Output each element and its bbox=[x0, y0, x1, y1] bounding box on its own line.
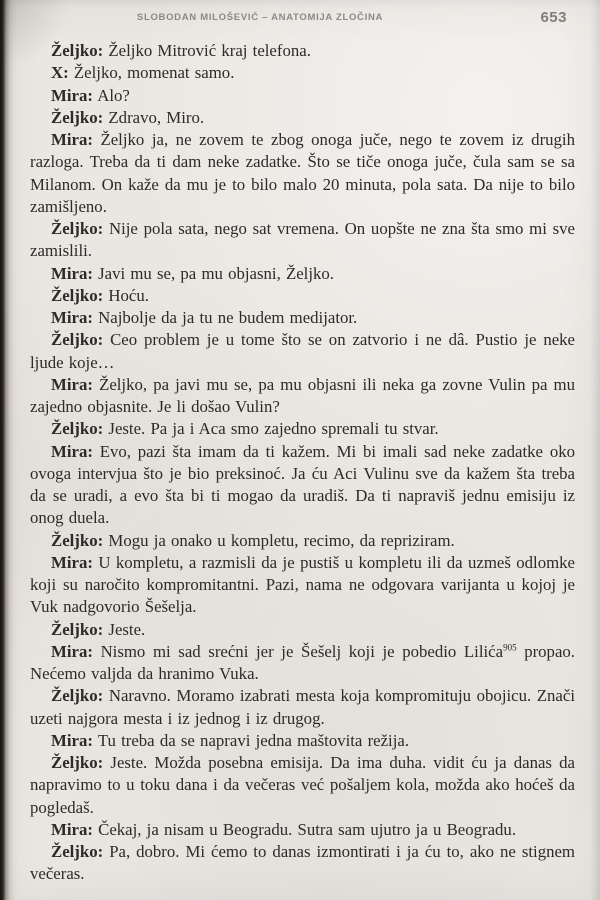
dialogue-paragraph: Željko: Naravno. Moramo izabrati mesta koja kompromituju obojicu. Znači uzeti najgora mesta i iz jednog i iz drugog. bbox=[30, 686, 575, 728]
dialogue-paragraph: Željko: Jeste. Pa ja i Aca smo zajedno spremali tu stvar. bbox=[51, 419, 439, 439]
speaker-name: Željko: bbox=[51, 219, 104, 238]
speaker-name: Željko: bbox=[51, 753, 104, 772]
dialogue-paragraph: Mira: Evo, pazi šta imam da ti kažem. Mi bi imali sad neke zadatke oko ovoga intervjua što je bio preksinoć. Ja ću Aci Vulinu sve da kažem šta treba da se uradi, a evo šta bi ti mogao da uradiš. Da ti napraviš jednu emisiju iz onog duela. bbox=[30, 441, 575, 528]
dialogue-paragraph: Željko: Pa, dobro. Mi ćemo to danas izmontirati i ja ću to, ako ne stignem večeras. bbox=[30, 842, 575, 884]
dialogue-paragraph: Mira: Javi mu se, pa mu objasni, Željko. bbox=[51, 263, 334, 283]
dialogue-paragraph: Željko: Željko Mitrović kraj telefona. bbox=[51, 41, 311, 60]
speaker-name: Željko: bbox=[51, 330, 104, 350]
speaker-name: Mira: bbox=[51, 641, 93, 661]
dialogue-paragraph: Mira: Željko, pa javi mu se, pa mu objasni ili neka ga zovne Vulin pa mu zajedno objasnite. Je li došao Vulin? bbox=[30, 374, 575, 416]
speaker-name: Mira: bbox=[51, 552, 93, 572]
speaker-name: Mira: bbox=[51, 730, 93, 750]
dialogue-paragraph: Mira: Najbolje da ja tu ne budem medijator. bbox=[51, 308, 358, 327]
dialogue-paragraph: X: Željko, momenat samo. bbox=[51, 63, 235, 83]
dialogue-paragraph: Mira: Alo? bbox=[51, 85, 130, 105]
speaker-name: Željko: bbox=[51, 285, 104, 305]
dialogue-paragraph: Željko: Mogu ja onako u kompletu, recimo, da repriziram. bbox=[51, 530, 455, 550]
speaker-name: Mira: bbox=[51, 85, 93, 105]
speaker-name: Željko: bbox=[51, 419, 104, 439]
running-header bbox=[0, 9, 600, 33]
dialogue-paragraph: Mira: Željko ja, ne zovem te zbog onoga juče, nego te zovem iz drugih razloga. Treba da ti dam neke zadatke. Što se tiče onoga juče, čula sam se sa Milanom. On kaže da mu je to bilo malo 20 minuta, pola sata. Da nije to bilo zamišljeno. bbox=[30, 130, 575, 216]
book-binding-shadow bbox=[0, 0, 18, 900]
speaker-name: Željko: bbox=[51, 530, 104, 550]
speaker-name: Željko: bbox=[51, 686, 104, 706]
dialogue-paragraph: Mira: Čekaj, ja nisam u Beogradu. Sutra sam ujutro ja u Beogradu. bbox=[51, 819, 517, 839]
dialogue-paragraph: Mira: U kompletu, a razmisli da je pustiš u kompletu ili da uzmeš odlomke koji su naročito kompromitantni. Pazi, nama ne odgovara varijanta u kojoj je Vuk nadgovorio Šešelja. bbox=[30, 552, 575, 617]
speaker-name: Mira: bbox=[51, 819, 93, 839]
dialogue-paragraph: Željko: Jeste. Možda posebna emisija. Da ima duha. vidit ću ja danas da napravimo to u toku dana i da večeras već pošaljem kola, možda ako hoćeš da pogledaš. bbox=[30, 753, 575, 817]
dialogue-paragraph: Željko: Jeste. bbox=[51, 619, 146, 639]
dialogue-transcript bbox=[30, 40, 575, 886]
speaker-name: Mira: bbox=[51, 308, 93, 327]
dialogue-paragraph: Mira: Tu treba da se napravi jedna maštovita režija. bbox=[51, 730, 410, 750]
speaker-name: Željko: bbox=[51, 619, 104, 639]
speaker-name: Mira: bbox=[51, 263, 93, 283]
running-header-title: SLOBODAN MILOŠEVIĆ – ANATOMIJA ZLOČINA bbox=[136, 12, 384, 23]
speaker-name: Željko: bbox=[51, 41, 104, 60]
dialogue-paragraph: Željko: Zdravo, Miro. bbox=[51, 107, 205, 127]
dialogue-paragraph: Željko: Nije pola sata, nego sat vremena. On uopšte ne zna šta smo mi sve zamislili. bbox=[30, 219, 575, 261]
dialogue-paragraph: Željko: Ceo problem je u tome što se on zatvorio i ne dâ. Pustio je neke ljude koje… bbox=[30, 330, 575, 372]
speaker-name: Mira: bbox=[51, 374, 93, 394]
page-number: 653 bbox=[540, 9, 567, 26]
speaker-name: Željko: bbox=[51, 107, 104, 127]
speaker-name: Željko: bbox=[51, 842, 104, 861]
speaker-name: Mira: bbox=[51, 130, 93, 149]
speaker-name: Mira: bbox=[51, 441, 93, 461]
dialogue-paragraph: Željko: Hoću. bbox=[51, 285, 149, 305]
speaker-name: X: bbox=[51, 63, 69, 83]
dialogue-paragraph: Mira: Nismo mi sad srećni jer je Šešelj koji je pobedio Lilića$^{905}$ propao. Nećemo valjda da hranimo Vuka. bbox=[30, 641, 575, 683]
footnote-marker: 905 bbox=[503, 642, 517, 653]
